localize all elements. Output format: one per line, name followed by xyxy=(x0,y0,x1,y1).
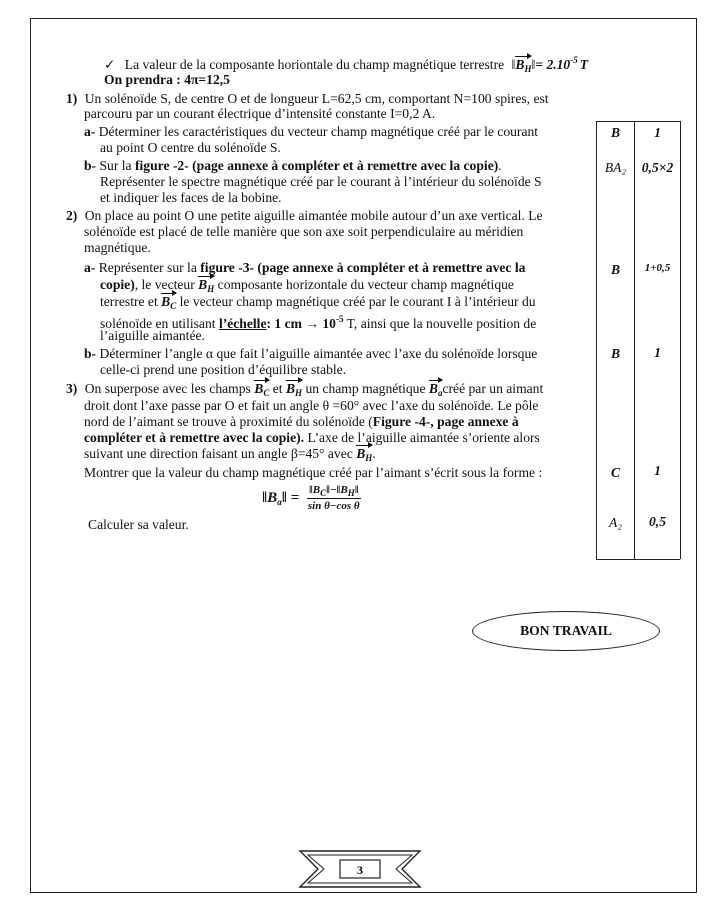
q3-line3: nord de l’aimant se trouve à proximité du solénoïde (Figure -4-, page annexe à xyxy=(84,414,519,429)
calculer-sa-valeur: Calculer sa valeur. xyxy=(88,517,189,532)
page-number: 3 xyxy=(357,863,363,877)
q3-line5: suivant une direction faisant un angle β=45° avec $B_H$. xyxy=(84,446,376,466)
q1-line2: parcouru par un courant électrique d’intensité constante I=0,2 A. xyxy=(84,106,436,121)
bon-travail-badge: BON TRAVAIL xyxy=(472,611,660,651)
grading-skill: B xyxy=(610,262,621,277)
q2a-line1: a- Représenter sur la figure -3- (page annexe à compléter et à remettre avec la xyxy=(84,260,526,275)
q1b-line2: Représenter le spectre magnétique créé par le courant à l’intérieur du solénoïde S xyxy=(100,174,542,189)
q2-line3: magnétique. xyxy=(84,240,151,255)
q2-line1: 2) On place au point O une petite aiguille aimantée mobile autour d’un axe vertical. Le xyxy=(66,208,543,223)
q1a-line2: au point O centre du solénoïde S. xyxy=(100,140,281,155)
grading-table-mid-border xyxy=(634,121,635,559)
check-mark: ✓ xyxy=(104,57,116,72)
bh-value: = 2.10 xyxy=(535,57,571,72)
grading-skill: B xyxy=(610,125,621,140)
grading-points: 0,5×2 xyxy=(641,160,674,175)
grading-table-top-border xyxy=(596,121,680,122)
grading-table-left-border xyxy=(596,121,597,559)
q1-line1: 1) Un solénoïde S, de centre O et de longueur L=62,5 cm, comportant N=100 spires, est xyxy=(66,91,549,106)
q2-line2: solénoïde est placé de telle manière que son axe soit perpendiculaire au méridien xyxy=(84,224,524,239)
page-number-ornament xyxy=(296,848,424,890)
q2a-line2: copie), le vecteur $B_H$ composante horizontale du vecteur champ magnétique xyxy=(100,277,514,297)
formula: $‖B_a‖$ = $\frac{‖B_C‖-‖B_H‖}{\text{sin θ−cos θ}}$ xyxy=(262,484,360,512)
q3-line6: Montrer que la valeur du champ magnétique créé par l’aimant s’écrit sous la forme : xyxy=(84,465,543,480)
grading-points: 1 xyxy=(654,463,661,478)
grading-points: 1 xyxy=(654,345,661,360)
q2b-line2: celle-ci prend une position d’équilibre stable. xyxy=(100,362,347,377)
grading-skill: B xyxy=(610,346,621,361)
q2a-line5: l’aiguille aimantée. xyxy=(100,328,205,343)
bullet-text: La valeur de la composante horiontale du champ magnétique terrestre xyxy=(124,57,505,72)
grading-skill: C xyxy=(610,465,621,480)
grading-skill: A₂ xyxy=(608,515,623,530)
grading-points: 1 xyxy=(654,125,661,140)
grading-table-bottom-border xyxy=(596,559,680,560)
grading-table-right-border xyxy=(680,121,681,559)
q1b-line1: b- Sur la figure -2- (page annexe à compléter et à remettre avec la copie). xyxy=(84,158,502,173)
q1b-line3: et indiquer les faces de la bobine. xyxy=(100,190,282,205)
q3-line1: 3) On superpose avec les champs $B_C$ et $B_H$ un champ magnétique $B_acréé$ par un aimant xyxy=(66,381,543,401)
grading-skill: BA₂ xyxy=(604,160,627,175)
q2a-line3: terrestre et $B_C$ le vecteur champ magnétique créé par le courant I à l’intérieur du xyxy=(100,294,536,314)
on-prendra: On prendra : 4π=12,5 xyxy=(104,72,230,87)
q3-line4: compléter et à remettre avec la copie). L’axe de l’aiguille aimantée s’oriente alors xyxy=(84,430,540,445)
bullet-line: ✓ La valeur de la composante horiontale du champ magnétique terrestre $‖B_H‖= 2.10^{-5}$ T xyxy=(104,52,588,77)
grading-points: 1+0,5 xyxy=(644,262,671,274)
q2a-line4: solénoïde en utilisant l’échelle: 1 cm → $10^{-5}$ T, ainsi que la nouvelle position de xyxy=(100,314,537,331)
grading-points: 0,5 xyxy=(649,514,666,529)
q1a-line1: a- Déterminer les caractéristiques du vecteur champ magnétique créé par le courant xyxy=(84,124,539,139)
q2b-line1: b- Déterminer l’angle α que fait l’aiguille aimantée avec l’axe du solénoïde lorsque xyxy=(84,346,538,361)
q3-line2: droit dont l’axe passe par O et fait un angle θ =60° avec l’axe du solénoïde. Le pôle xyxy=(84,398,539,413)
